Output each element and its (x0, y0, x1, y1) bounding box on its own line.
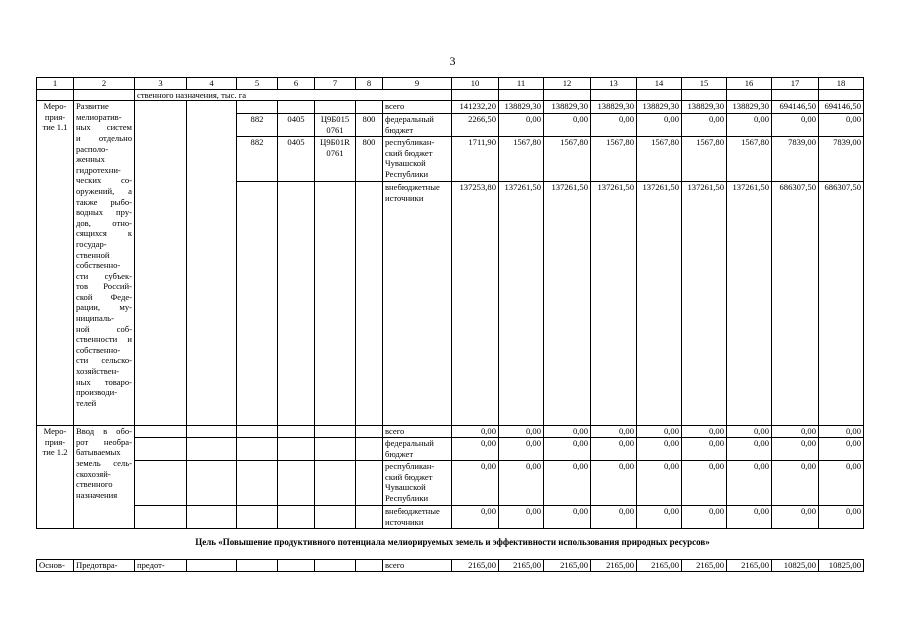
row-text: предот- (135, 560, 187, 572)
value-cell: 137261,50 (499, 182, 544, 426)
value-cell: 1567,80 (499, 137, 544, 182)
code-cell (237, 101, 278, 114)
value-cell: 0,00 (452, 506, 499, 529)
value-cell: 0,00 (772, 461, 819, 506)
table-row (37, 426, 864, 438)
budget-table-continued (36, 559, 864, 572)
column-header: 11 (499, 78, 544, 90)
measure-1-2 (37, 426, 864, 529)
empty-cell (237, 426, 278, 438)
value-cell: 0,00 (499, 426, 544, 438)
value-cell: 0,00 (637, 426, 682, 438)
empty-cell (278, 560, 315, 572)
empty-cell (135, 101, 187, 426)
value-cell: 0,00 (499, 506, 544, 529)
value-cell: 0,00 (452, 438, 499, 461)
value-cell: 10825,00 (819, 560, 864, 572)
funding-source: внебюджетные источники (383, 182, 452, 426)
value-cell: 0,00 (591, 461, 637, 506)
value-cell: 0,00 (637, 114, 682, 137)
funding-source: федеральный бюджет (383, 114, 452, 137)
value-cell: 0,00 (727, 461, 772, 506)
value-cell: 1711,90 (452, 137, 499, 182)
column-header: 4 (187, 78, 237, 90)
table-row (37, 506, 864, 529)
empty-cell (135, 438, 187, 461)
code-cell: 882 (237, 137, 278, 182)
value-cell: 0,00 (499, 461, 544, 506)
empty-cell (237, 506, 278, 529)
empty-cell (315, 438, 356, 461)
column-header: 6 (278, 78, 315, 90)
column-header: 15 (682, 78, 727, 90)
value-cell: 2165,00 (452, 560, 499, 572)
value-cell: 0,00 (591, 114, 637, 137)
value-cell: 0,00 (727, 438, 772, 461)
measure-label: Меро- прия- тие 1.2 (37, 426, 74, 529)
funding-source: всего (383, 101, 452, 114)
value-cell: 137253,80 (452, 182, 499, 426)
table-row (37, 461, 864, 506)
code-cell: 0405 (278, 137, 315, 182)
value-cell: 138829,30 (499, 101, 544, 114)
empty-cell (315, 461, 356, 506)
value-cell: 7839,00 (819, 137, 864, 182)
column-header: 2 (74, 78, 135, 90)
value-cell: 0,00 (682, 426, 727, 438)
code-cell: Ц9Б015 0761 (315, 114, 356, 137)
column-header: 8 (356, 78, 383, 90)
value-cell: 2165,00 (544, 560, 591, 572)
value-cell: 686307,50 (772, 182, 819, 426)
value-cell: 0,00 (819, 438, 864, 461)
column-header: 12 (544, 78, 591, 90)
value-cell: 1567,80 (727, 137, 772, 182)
empty-cell (237, 560, 278, 572)
empty-cell (356, 506, 383, 529)
table-row (37, 101, 864, 114)
value-cell: 0,00 (682, 506, 727, 529)
column-header: 3 (135, 78, 187, 90)
value-cell: 2165,00 (499, 560, 544, 572)
column-header: 14 (637, 78, 682, 90)
value-cell: 0,00 (591, 438, 637, 461)
value-cell: 0,00 (452, 461, 499, 506)
code-cell: 800 (356, 114, 383, 137)
value-cell: 0,00 (819, 426, 864, 438)
empty-cell (278, 438, 315, 461)
value-cell: 0,00 (682, 461, 727, 506)
measure-1-1 (37, 101, 864, 426)
row-name: Предотвра- (74, 560, 135, 572)
column-header: 1 (37, 78, 74, 90)
value-cell: 0,00 (637, 438, 682, 461)
value-cell: 1567,80 (637, 137, 682, 182)
funding-source: республикан- ский бюджет Чувашской Республики (383, 461, 452, 506)
code-cell (356, 182, 383, 426)
value-cell: 0,00 (637, 461, 682, 506)
value-cell: 137261,50 (591, 182, 637, 426)
value-cell: 0,00 (727, 114, 772, 137)
empty-cell (278, 506, 315, 529)
value-cell: 137261,50 (682, 182, 727, 426)
value-cell: 0,00 (682, 438, 727, 461)
value-cell: 0,00 (591, 506, 637, 529)
value-cell: 694146,50 (772, 101, 819, 114)
empty-cell (356, 426, 383, 438)
value-cell: 0,00 (591, 426, 637, 438)
funding-source: федеральный бюджет (383, 438, 452, 461)
empty-cell (187, 426, 237, 438)
value-cell: 0,00 (499, 438, 544, 461)
value-cell: 0,00 (819, 114, 864, 137)
column-header: 7 (315, 78, 356, 90)
value-cell: 0,00 (772, 114, 819, 137)
code-cell (356, 101, 383, 114)
code-cell (237, 182, 278, 426)
value-cell: 0,00 (727, 506, 772, 529)
value-cell: 0,00 (819, 461, 864, 506)
value-cell: 2165,00 (591, 560, 637, 572)
measure-name: Развитие мелиоратив- ных систем и отдельно располо- женных гидротехни- ческих со- оружений, а также рыбо- водных пру- дов, отно- сящихся к государ- ственной собственно- сти субъек- тов Россий- ской Феде- рации, му- ниципаль- ной соб- ственности и собственно- сти сельско- хозяйствен- ных товаро- производи- телей (74, 101, 135, 426)
empty-cell (237, 461, 278, 506)
value-cell: 0,00 (819, 506, 864, 529)
code-cell (278, 182, 315, 426)
goal-heading: Цель «Повышение продуктивного потенциала мелиорируемых земель и эффективности использования природных ресурсов» (195, 537, 710, 547)
value-cell: 138829,30 (591, 101, 637, 114)
value-cell: 0,00 (772, 426, 819, 438)
empty-cell (356, 461, 383, 506)
value-cell: 0,00 (452, 426, 499, 438)
empty-cell (135, 506, 187, 529)
funding-source: внебюджетные источники (383, 506, 452, 529)
budget-table (36, 77, 864, 529)
value-cell: 0,00 (727, 426, 772, 438)
continuation-row (37, 89, 864, 101)
value-cell: 0,00 (544, 461, 591, 506)
value-cell: 137261,50 (637, 182, 682, 426)
column-header: 17 (772, 78, 819, 90)
empty-cell (135, 461, 187, 506)
measure-name: Ввод в обо- рот необра- батываемых земель сель- скохозяй- ственного назначения (74, 426, 135, 529)
code-cell: Ц9Б01R 0761 (315, 137, 356, 182)
column-header: 10 (452, 78, 499, 90)
value-cell: 0,00 (544, 506, 591, 529)
value-cell: 141232,20 (452, 101, 499, 114)
value-cell: 2165,00 (727, 560, 772, 572)
value-cell: 0,00 (637, 506, 682, 529)
empty-cell (315, 506, 356, 529)
empty-cell (315, 560, 356, 572)
value-cell: 138829,30 (637, 101, 682, 114)
column-header: 18 (819, 78, 864, 90)
column-header: 13 (591, 78, 637, 90)
value-cell: 0,00 (544, 426, 591, 438)
value-cell: 694146,50 (819, 101, 864, 114)
empty-cell (135, 426, 187, 438)
empty-cell (278, 461, 315, 506)
value-cell: 2266,50 (452, 114, 499, 137)
value-cell: 137261,50 (727, 182, 772, 426)
value-cell: 1567,80 (591, 137, 637, 182)
value-cell: 2165,00 (682, 560, 727, 572)
empty-cell (278, 426, 315, 438)
value-cell: 0,00 (772, 438, 819, 461)
code-cell (278, 101, 315, 114)
column-header: 5 (237, 78, 278, 90)
code-cell (315, 182, 356, 426)
value-cell: 138829,30 (682, 101, 727, 114)
table-row (37, 438, 864, 461)
empty-cell (356, 438, 383, 461)
empty-cell (187, 461, 237, 506)
value-cell: 7839,00 (772, 137, 819, 182)
column-number-row (37, 78, 864, 90)
value-cell: 0,00 (682, 114, 727, 137)
empty-cell (237, 438, 278, 461)
continuation-text: ственного назначения, тыс. га (135, 89, 452, 101)
funding-source: республикан- ский бюджет Чувашской Республики (383, 137, 452, 182)
code-cell: 800 (356, 137, 383, 182)
code-cell: 0405 (278, 114, 315, 137)
value-cell: 686307,50 (819, 182, 864, 426)
empty-cell (187, 560, 237, 572)
code-cell: 882 (237, 114, 278, 137)
value-cell: 2165,00 (637, 560, 682, 572)
page-number: 3 (449, 54, 456, 68)
funding-source: всего (383, 426, 452, 438)
table-row (37, 560, 864, 572)
column-header: 16 (727, 78, 772, 90)
empty-cell (356, 560, 383, 572)
empty-cell (315, 426, 356, 438)
value-cell: 1567,80 (682, 137, 727, 182)
value-cell: 0,00 (772, 506, 819, 529)
value-cell: 138829,30 (544, 101, 591, 114)
empty-cell (187, 438, 237, 461)
value-cell: 0,00 (499, 114, 544, 137)
measure-label: Меро- прия- тие 1.1 (37, 101, 74, 426)
value-cell: 1567,80 (544, 137, 591, 182)
value-cell: 0,00 (544, 114, 591, 137)
row-label: Основ- (37, 560, 74, 572)
funding-source: всего (383, 560, 452, 572)
column-header: 9 (383, 78, 452, 90)
code-cell (315, 101, 356, 114)
value-cell: 138829,30 (727, 101, 772, 114)
value-cell: 10825,00 (772, 560, 819, 572)
value-cell: 137261,50 (544, 182, 591, 426)
value-cell: 0,00 (544, 438, 591, 461)
empty-cell (187, 101, 237, 426)
empty-cell (187, 506, 237, 529)
